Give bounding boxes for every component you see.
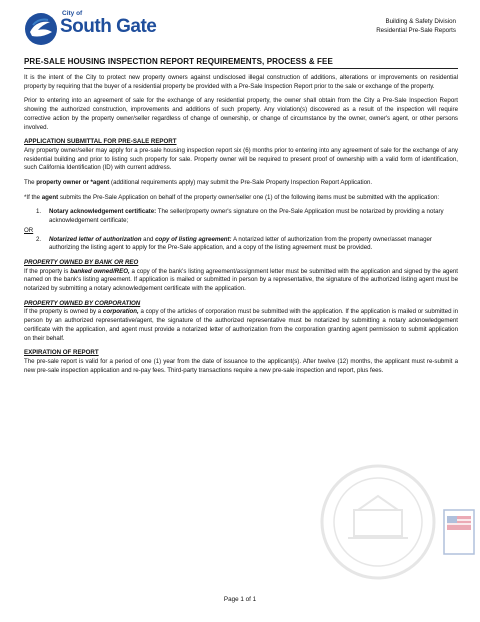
bank-paragraph: If the property is banked owned/REO, a copy of the bank's listing agreement/assignment letter must be submitted with the application and signed by the agent named on the bank's listing agreement. If application is mailed or submitted in person by a representative, the signature of the authorized listing agent must be notarized by submitting a notary acknowledgement certificate with the application. xyxy=(24,267,459,293)
expiration-heading: EXPIRATION OF REPORT xyxy=(24,349,99,357)
city-logo-icon xyxy=(24,12,58,46)
expiration-paragraph: The pre-sale report is valid for a period of one (1) year from the date of issuance to the applicant(s). After twelve (12) months, the applicant must re-submit a new pre-sale inspection application and re-pay fees. Third-party transactions require a new pre-sale inspection and report, plus fees. xyxy=(24,357,458,374)
agent-requirements-list xyxy=(24,208,458,253)
division-name: Building & Safety Division xyxy=(385,18,456,25)
all-america-city-icon xyxy=(442,508,476,556)
item-1-bold: Notary acknowledgement certificate: xyxy=(49,208,157,216)
corporation-paragraph: If the property is owned by a corporation, a copy of the articles of corporation must be submitted with the application. If the application is mailed or submitted in person by an authorized representative/agent, the signature of the authorized representative must be notarized by submitting a notary acknowledgement certificate with the application, and agent must provide a notarized letter of authorization from the corporation granting agent permission to submit application on their behalf. xyxy=(24,308,459,342)
page-title: PRE-SALE HOUSING INSPECTION REPORT REQUIREMENTS, PROCESS & FEE xyxy=(24,57,458,69)
list-item: 1. Notary acknowledgement certificate: The seller/property owner's signature on the Pre-Sale Application must be notarized by providing a notary acknowledgement certificate; xyxy=(36,208,444,225)
document-type: Residential Pre-Sale Reports xyxy=(376,27,456,34)
owner-agent-bold: property owner or *agent xyxy=(36,179,110,187)
or-separator: OR xyxy=(24,226,34,234)
city-seal-watermark-icon xyxy=(318,462,438,582)
item-2-bold-b: copy of listing agreement: xyxy=(155,235,232,243)
bank-bold: banked owned/REO, xyxy=(70,267,130,275)
agent-paragraph: *If the agent submits the Pre-Sale Application on behalf of the property owner/seller one (1) of the following items must be submitted with the application: xyxy=(24,193,440,201)
list-item: 2. Notarized letter of authorization and copy of listing agreement: A notarized letter of authorization from the property owner/asset manager authorizing the listing agent to apply for the Pre-Sale application, and a copy of the listing agreement must be provided. xyxy=(36,235,432,252)
logo-name: South Gate xyxy=(60,16,157,37)
city-logo xyxy=(24,10,174,46)
corporation-heading: PROPERTY OWNED BY CORPORATION xyxy=(24,299,141,307)
owner-agent-paragraph: The property owner or *agent (additional requirements apply) may submit the Pre-Sale Property Inspection Report Application. xyxy=(24,179,373,187)
intro-paragraph-1: It is the intent of the City to protect new property owners against undisclosed illegal construction of additions, alterations or improvements on residential property by requiring that the buyer of a residential property be provided with a Pre-Sale Inspection Report prior to the sale or exchange of the property. xyxy=(24,74,458,90)
logo-city-of: City of xyxy=(62,10,83,17)
agent-bold: agent xyxy=(41,193,59,201)
document-body xyxy=(24,74,458,381)
header-info xyxy=(376,17,456,35)
item-2-bold-a: Notarized letter of authorization xyxy=(49,235,142,243)
submittal-paragraph: Any property owner/seller may apply for a pre-sale housing inspection report six (6) months prior to entering into any agreement of sale for the exchange of any residential building and prior to listing such property for sale. Property owner will be required to present proof of ownership with a valid form of identification, such California Identification (ID) with current address. xyxy=(24,146,458,172)
submittal-heading: APPLICATION SUBMITTAL FOR PRE-SALE REPORT xyxy=(24,138,177,146)
intro-paragraph-2: Prior to entering into an agreement of sale for the exchange of any residential property, the owner shall obtain from the City a Pre-Sale Inspection Report showing the authorized construction, improvements and additions of such property. Any violation(s) discovered as a result of the inspection will require corrective action by the property owner/seller regardless of change of ownership, or change of circumstance by the owner, owner's agent, or other persons involved. xyxy=(24,97,458,131)
page-number: Page 1 of 1 xyxy=(223,596,257,603)
corporation-bold: corporation, xyxy=(102,308,139,316)
bank-heading: PROPERTY OWNED BY BANK OR REO xyxy=(24,258,139,266)
